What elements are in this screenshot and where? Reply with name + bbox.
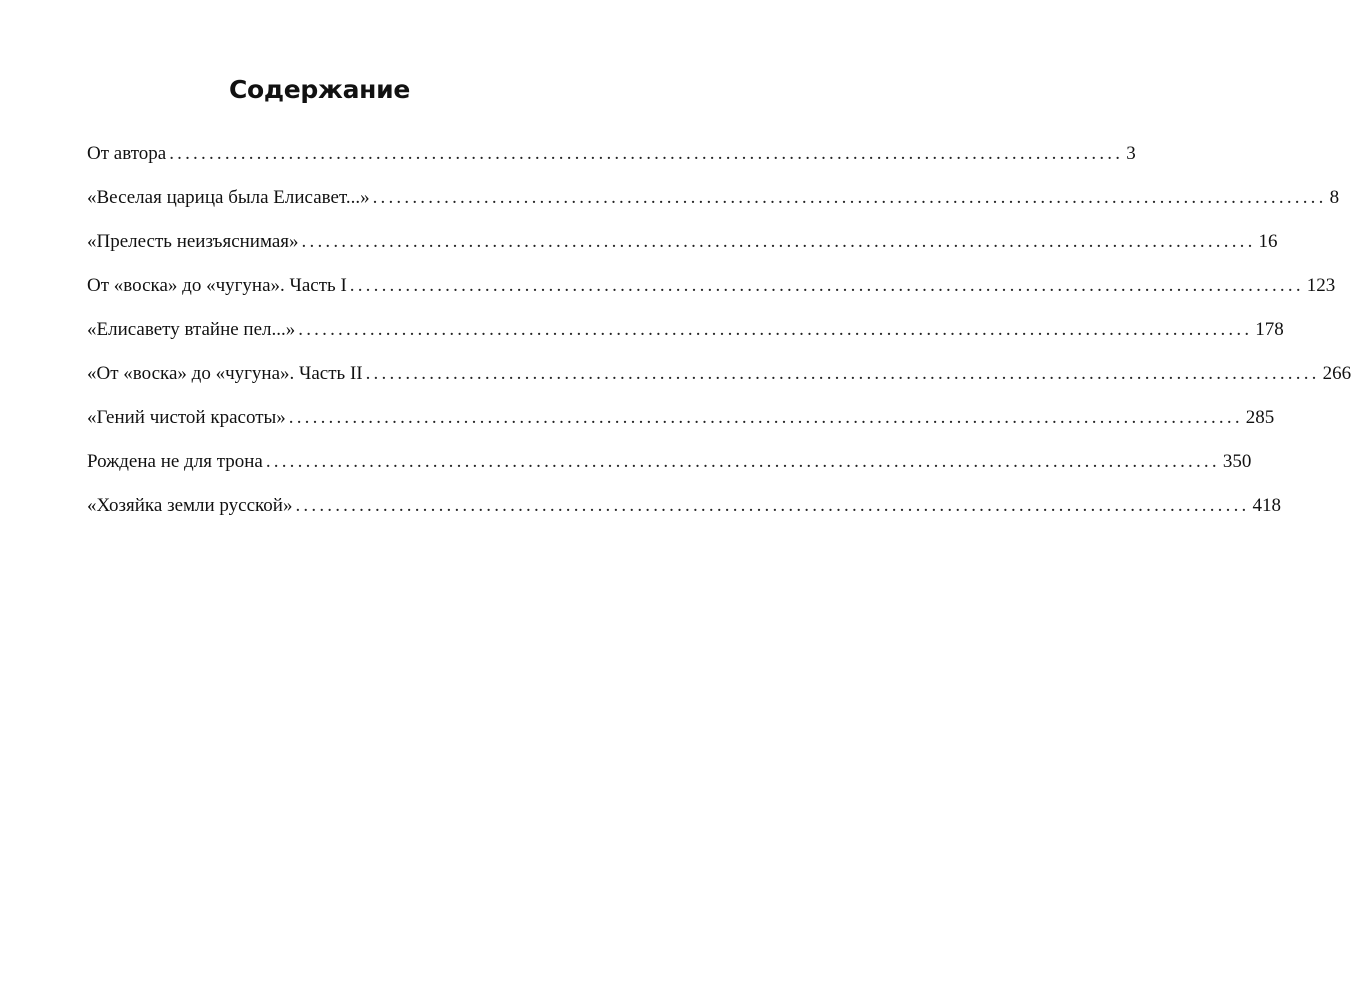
toc-entry (87, 492, 1281, 536)
toc-leader-dots: ........................................................................................................................ (288, 407, 1243, 428)
toc-entry-title: «Прелесть неизъяснимая» (87, 231, 299, 252)
toc-entry (87, 404, 1275, 448)
toc-leader-dots: ........................................................................................................................ (301, 231, 1256, 252)
toc-entry-title: «Веселая царица была Елисавет...» (87, 187, 370, 208)
table-of-contents (87, 140, 1351, 536)
toc-entry-page: 418 (1252, 495, 1281, 516)
toc-entry-page: 16 (1258, 231, 1278, 252)
toc-entry-page: 285 (1245, 407, 1275, 428)
toc-entry (87, 316, 1284, 360)
toc-leader-dots: ........................................................................................................................ (349, 275, 1304, 296)
toc-entry (87, 140, 1136, 184)
toc-entry-page: 3 (1126, 143, 1136, 164)
toc-entry-title: «Елисавету втайне пел...» (87, 319, 296, 340)
toc-entry-title: «От «воска» до «чугуна». Часть II (87, 363, 363, 384)
toc-leader-dots: ........................................................................................................................ (298, 319, 1253, 340)
toc-entry (87, 228, 1278, 272)
toc-leader-dots: ........................................................................................................................ (169, 143, 1124, 164)
toc-entry-title: «Хозяйка земли русской» (87, 495, 293, 516)
toc-entry-page: 123 (1306, 275, 1336, 296)
toc-entry-page: 350 (1222, 451, 1252, 472)
toc-entry-title: Рождена не для трона (87, 451, 263, 472)
toc-entry-page: 8 (1329, 187, 1340, 208)
toc-entry-page: 178 (1255, 319, 1284, 340)
toc-leader-dots: ........................................................................................................................ (265, 451, 1220, 472)
toc-entry-page: 266 (1322, 363, 1351, 384)
toc-entry (87, 272, 1336, 316)
toc-entry (87, 448, 1252, 492)
toc-entry-title: От «воска» до «чугуна». Часть I (87, 275, 347, 296)
toc-leader-dots: ........................................................................................................................ (365, 363, 1320, 384)
toc-leader-dots: ........................................................................................................................ (372, 187, 1327, 208)
page-title: Содержание (228, 75, 411, 104)
toc-entry (87, 360, 1351, 404)
toc-leader-dots: ........................................................................................................................ (295, 495, 1250, 516)
toc-entry-title: От автора (87, 143, 167, 164)
toc-entry (87, 184, 1340, 228)
toc-entry-title: «Гений чистой красоты» (87, 407, 286, 428)
